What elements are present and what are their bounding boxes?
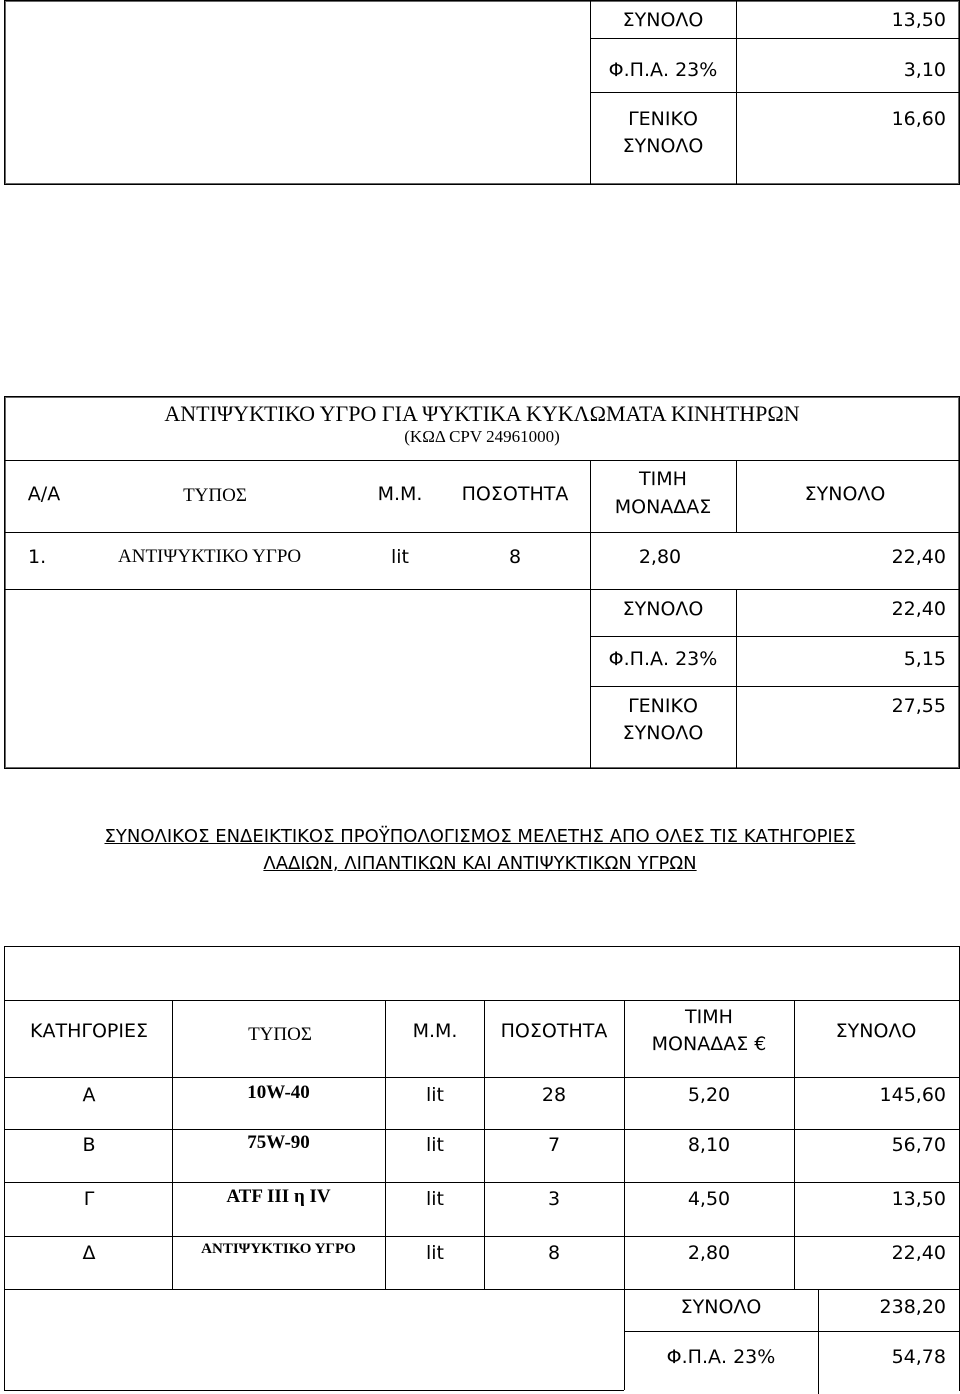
summary-row-a-qty: 28 <box>541 1084 567 1106</box>
top-grand-label-1: ΓΕΝΙΚΟ <box>628 108 698 130</box>
coolant-header-type: ΤΥΠΟΣ <box>183 485 247 506</box>
summary-row-a-type: 10W-40 <box>247 1082 310 1103</box>
coolant-row-aa: 1. <box>28 546 47 568</box>
summary-top-divider <box>4 1000 960 1001</box>
coolant-grand-label-1: ΓΕΝΙΚΟ <box>628 695 698 717</box>
summary-bottom-edge-left <box>4 1390 624 1391</box>
summary-row-b-unit: lit <box>425 1134 444 1156</box>
summary-row-b-qty: 7 <box>547 1134 561 1156</box>
summary-subtotal-value: 238,20 <box>879 1296 946 1318</box>
summary-total-row-divider <box>624 1331 960 1332</box>
summary-header-price-1: ΤΙΜΗ <box>685 1006 733 1028</box>
coolant-header-unit: Μ.Μ. <box>377 483 423 505</box>
top-grand-value: 16,60 <box>891 108 946 130</box>
summary-row-d-total: 22,40 <box>891 1242 946 1264</box>
summary-row-c-type: ATF III η IV <box>226 1186 331 1207</box>
summary-heading-line-1: ΣΥΝΟΛΙΚΟΣ ΕΝΔΕΙΚΤΙΚΟΣ ΠΡΟΫΠΟΛΟΓΙΣΜΟΣ ΜΕΛΕΤΗΣ ΑΠΟ ΟΛΕΣ ΤΙΣ ΚΑΤΗΓΟΡΙΕΣ <box>104 826 856 847</box>
summary-row-b-type: 75W-90 <box>247 1132 310 1153</box>
coolant-header-qty: ΠΟΣΟΤΗΤΑ <box>461 483 569 505</box>
summary-row-c-price: 4,50 <box>687 1188 731 1210</box>
summary-header-unit: Μ.Μ. <box>412 1020 458 1042</box>
summary-row-c-total: 13,50 <box>891 1188 946 1210</box>
summary-row-div-2 <box>4 1182 960 1183</box>
summary-total-col-divider <box>818 1289 819 1394</box>
summary-row-d-price: 2,80 <box>687 1242 731 1264</box>
summary-row-c-qty: 3 <box>547 1188 561 1210</box>
summary-row-div-header <box>4 1077 960 1078</box>
coolant-vat-label: Φ.Π.Α. 23% <box>608 648 718 670</box>
coolant-col-divider-total <box>736 460 737 532</box>
summary-col-div-1 <box>172 1000 173 1290</box>
coolant-title-divider <box>4 460 960 461</box>
coolant-row-unit: lit <box>390 546 409 568</box>
summary-header-qty: ΠΟΣΟΤΗΤΑ <box>500 1020 608 1042</box>
coolant-sum-row-divider-2 <box>590 686 960 687</box>
coolant-sum-row-divider-1 <box>590 636 960 637</box>
summary-row-d-category: Δ <box>82 1242 96 1264</box>
coolant-row-divider <box>4 589 960 590</box>
summary-vat-label: Φ.Π.Α. 23% <box>666 1346 776 1368</box>
top-subtotal-label: ΣΥΝΟΛΟ <box>622 9 704 31</box>
summary-row-a-price: 5,20 <box>687 1084 731 1106</box>
summary-heading-line-2: ΛΑΔΙΩΝ, ΛΙΠΑΝΤΙΚΩΝ ΚΑΙ ΑΝΤΙΨΥΚΤΙΚΩΝ ΥΓΡΩΝ <box>263 853 697 874</box>
summary-header-price-2: ΜΟΝΑΔΑΣ € <box>651 1033 767 1055</box>
summary-header-type: ΤΥΠΟΣ <box>248 1024 312 1045</box>
summary-header-category: ΚΑΤΗΓΟΡΙΕΣ <box>30 1020 148 1042</box>
coolant-row-type: ΑΝΤΙΨΥΚΤΙΚΟ ΥΓΡΟ <box>118 546 302 567</box>
summary-row-d-unit: lit <box>425 1242 444 1264</box>
summary-row-b-total: 56,70 <box>891 1134 946 1156</box>
summary-row-c-unit: lit <box>425 1188 444 1210</box>
coolant-header-price-2: ΜΟΝΑΔΑΣ <box>614 496 712 518</box>
summary-row-b-price: 8,10 <box>687 1134 731 1156</box>
summary-row-a-total: 145,60 <box>879 1084 946 1106</box>
summary-col-div-2 <box>385 1000 386 1290</box>
top-subtotal-value: 13,50 <box>891 9 946 31</box>
coolant-sum-col-divider <box>736 589 737 768</box>
coolant-row-total: 22,40 <box>891 546 946 568</box>
coolant-grand-label-2: ΣΥΝΟΛΟ <box>622 722 704 744</box>
coolant-row-price: 2,80 <box>638 546 682 568</box>
coolant-subtotal-value: 22,40 <box>891 598 946 620</box>
summary-row-div-3 <box>4 1236 960 1237</box>
coolant-grand-value: 27,55 <box>891 695 946 717</box>
coolant-row-qty: 8 <box>508 546 522 568</box>
coolant-vat-value: 5,15 <box>903 648 946 670</box>
coolant-header-price-1: ΤΙΜΗ <box>639 468 687 490</box>
summary-table <box>4 946 960 1391</box>
summary-row-c-category: Γ <box>83 1188 95 1210</box>
summary-col-div-3 <box>484 1000 485 1290</box>
summary-row-d-type: ΑΝΤΙΨΥΚΤΙΚΟ ΥΓΡΟ <box>201 1241 356 1257</box>
summary-subtotal-label: ΣΥΝΟΛΟ <box>680 1296 762 1318</box>
coolant-title: ΑΝΤΙΨΥΚΤΙΚΟ ΥΓΡΟ ΓΙΑ ΨΥΚΤΙΚΑ ΚΥΚΛΩΜΑΤΑ ΚΙΝΗΤΗΡΩΝ <box>164 401 800 426</box>
summary-header-total: ΣΥΝΟΛΟ <box>835 1020 917 1042</box>
top-vat-value: 3,10 <box>903 59 946 81</box>
summary-vat-value: 54,78 <box>891 1346 946 1368</box>
coolant-header-aa: Α/Α <box>27 483 61 505</box>
summary-row-b-category: Β <box>82 1134 96 1156</box>
top-grand-label-2: ΣΥΝΟΛΟ <box>622 135 704 157</box>
top-row-divider-1 <box>590 38 960 39</box>
summary-row-a-category: Α <box>82 1084 96 1106</box>
summary-col-div-5 <box>794 1000 795 1290</box>
coolant-subtotal-label: ΣΥΝΟΛΟ <box>622 598 704 620</box>
summary-row-d-qty: 8 <box>547 1242 561 1264</box>
summary-row-div-1 <box>4 1129 960 1130</box>
summary-row-div-4 <box>4 1289 960 1290</box>
top-vat-label: Φ.Π.Α. 23% <box>608 59 718 81</box>
summary-row-a-unit: lit <box>425 1084 444 1106</box>
coolant-subtitle: (ΚΩΔ CPV 24961000) <box>404 427 560 446</box>
coolant-header-total: ΣΥΝΟΛΟ <box>804 483 886 505</box>
coolant-header-divider <box>4 532 960 533</box>
top-row-divider-2 <box>590 92 960 93</box>
